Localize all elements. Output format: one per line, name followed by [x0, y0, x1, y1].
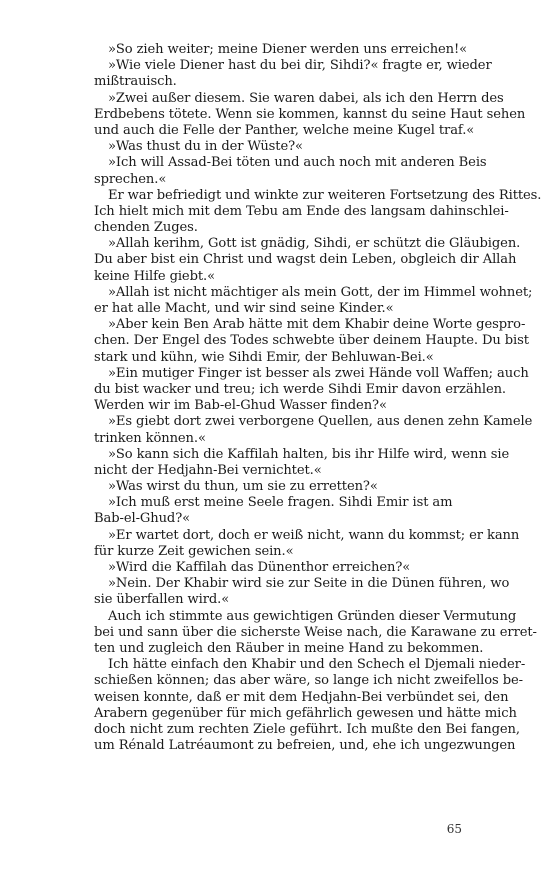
text-line: Werden wir im Bab-el-Ghud Wasser finden?«: [94, 398, 387, 414]
text-line: Ich hielt mich mit dem Tebu am Ende des langsam dahinschlei-: [94, 203, 509, 219]
text-line: chenden Zuges.: [94, 220, 198, 236]
text-line: bei und sann über die sicherste Weise nach, die Karawane zu erret-: [94, 624, 537, 640]
text-line: keine Hilfe giebt.«: [94, 268, 216, 284]
text-line: sprechen.«: [94, 171, 167, 187]
text-line: »Allah ist nicht mächtiger als mein Gott, der im Himmel wohnet;: [108, 284, 533, 300]
text-line: »So zieh weiter; meine Diener werden uns erreichen!«: [108, 42, 468, 57]
text-line: »Er wartet dort, doch er weiß nicht, wann du kommst; er kann: [108, 527, 520, 543]
text-line: Bab-el-Ghud?«: [94, 511, 191, 527]
text-line: er hat alle Macht, und wir sind seine Kinder.«: [94, 301, 394, 316]
text-line: »Ein mutiger Finger ist besser als zwei Hände voll Waffen; auch: [108, 365, 529, 381]
text-line: nicht der Hedjahn-Bei vernichtet.«: [94, 462, 322, 478]
text-line: schießen können; das aber wäre, so lange ich nicht zweifellos be-: [94, 673, 523, 689]
text-line: um Rénald Latréaumont zu befreien, und, ehe ich ungezwungen: [94, 738, 516, 754]
text-line: weisen konnte, daß er mit dem Hedjahn-Bei verbündet sei, den: [94, 689, 509, 705]
text-line: »Ich muß erst meine Seele fragen. Sihdi Emir ist am: [108, 495, 453, 511]
text-line: mißtrauisch.: [94, 74, 177, 90]
text-line: Auch ich stimmte aus gewichtigen Gründen dieser Vermutung: [108, 608, 517, 624]
text-line: »So kann sich die Kaffilah halten, bis ihr Hilfe wird, wenn sie: [108, 446, 510, 462]
text-line: »Aber kein Ben Arab hätte mit dem Khabir deine Worte gespro-: [108, 317, 526, 333]
text-line: Du aber bist ein Christ und wagst dein Leben, obgleich dir Allah: [94, 252, 517, 268]
text-line: und auch die Felle der Panther, welche meine Kugel traf.«: [94, 122, 475, 138]
text-line: sie überfallen wird.«: [94, 592, 230, 608]
text-line: »Es giebt dort zwei verborgene Quellen, aus denen zehn Kamele: [108, 414, 533, 430]
body-text: [94, 42, 542, 754]
text-line: »Zwei außer diesem. Sie waren dabei, als ich den Herrn des: [108, 90, 504, 106]
text-line: »Wird die Kaffilah das Dünenthor erreichen?«: [108, 560, 411, 575]
text-line: Arabern gegenüber für mich gefährlich gewesen und hätte mich: [94, 705, 517, 721]
page-number: 65: [446, 822, 462, 836]
text-line: du bist wacker und treu; ich werde Sihdi Emir davon erzählen.: [94, 381, 506, 397]
text-line: »Wie viele Diener hast du bei dir, Sihdi?« fragte er, wieder: [108, 58, 492, 74]
text-line: Erdbebens tötete. Wenn sie kommen, kannst du seine Haut sehen: [94, 106, 526, 122]
text-line: Er war befriedigt und winkte zur weiteren Fortsetzung des Rittes.: [108, 187, 542, 203]
text-line: für kurze Zeit gewichen sein.«: [94, 543, 294, 559]
text-line: stark und kühn, wie Sihdi Emir, der Behluwan-Bei.«: [94, 349, 434, 365]
text-line: »Nein. Der Khabir wird sie zur Seite in die Dünen führen, wo: [108, 576, 510, 592]
text-line: »Was wirst du thun, um sie zu erretten?«: [108, 479, 378, 495]
text-line: »Ich will Assad-Bei töten und auch noch mit anderen Beis: [108, 155, 487, 171]
text-line: ten und zugleich den Räuber in meine Hand zu bekommen.: [94, 640, 484, 656]
text-line: »Was thust du in der Wüste?«: [108, 139, 303, 155]
text-line: chen. Der Engel des Todes schwebte über deinem Haupte. Du bist: [94, 333, 529, 349]
text-line: Ich hätte einfach den Khabir und den Schech el Djemali nieder-: [108, 657, 526, 673]
text-line: doch nicht zum rechten Ziele geführt. Ich mußte den Bei fangen,: [94, 721, 520, 737]
text-line: »Allah kerihm, Gott ist gnädig, Sihdi, er schützt die Gläubigen.: [108, 236, 521, 252]
text-line: trinken können.«: [94, 430, 206, 446]
